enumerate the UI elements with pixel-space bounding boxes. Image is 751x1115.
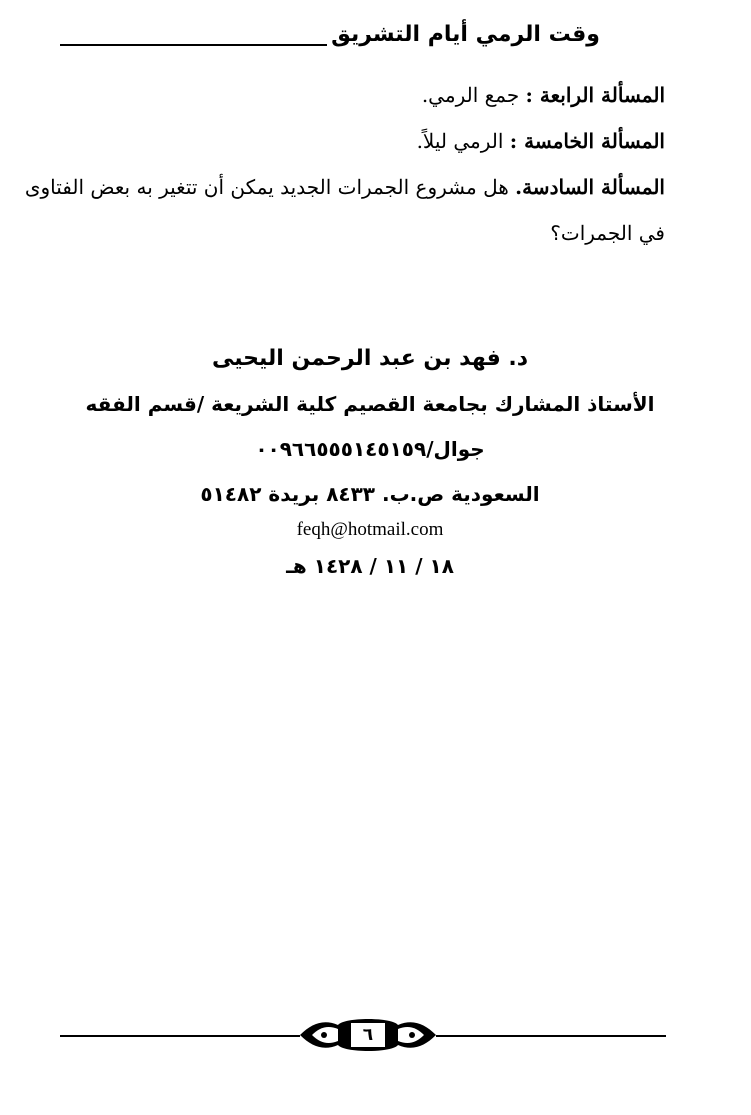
- author-address: السعودية ص.ب. ٨٤٣٣ بريدة ٥١٤٨٢: [200, 482, 540, 506]
- question-label: المسألة الخامسة :: [509, 129, 665, 153]
- footer-rule-right: [436, 1035, 666, 1037]
- question-4: [65, 72, 665, 118]
- question-label: المسألة الرابعة :: [525, 83, 665, 107]
- question-5: [65, 118, 665, 164]
- document-date: ١٨ / ١١ / ١٤٢٨ هـ: [286, 554, 454, 578]
- author-name: د. فهد بن عبد الرحمن اليحيى: [211, 346, 529, 371]
- question-label: المسألة السادسة.: [515, 175, 665, 199]
- page-number: ٦: [362, 1025, 374, 1045]
- question-6: [24, 164, 665, 210]
- running-header: [60, 20, 666, 60]
- footer-rule-left: [60, 1035, 300, 1037]
- question-6-continuation: في الجمرات؟: [550, 221, 665, 245]
- header-rule-right: [60, 44, 120, 46]
- question-text: الرمي ليلاً.: [416, 129, 504, 153]
- signature-block: [60, 336, 680, 588]
- author-title: الأستاذ المشارك بجامعة القصيم كلية الشريعة /قسم الفقه: [85, 392, 655, 416]
- page-footer: [60, 1010, 666, 1060]
- author-email: feqh@hotmail.com: [296, 519, 444, 540]
- question-text: جمع الرمي.: [421, 83, 520, 107]
- question-text: هل مشروع الجمرات الجديد يمكن أن تتغير به بعض الفتاوى: [24, 175, 509, 199]
- header-title: وقت الرمي أيام التشريق: [327, 22, 604, 47]
- questions-list: [24, 72, 665, 256]
- author-phone: جوال/٠٠٩٦٦٥٥٥١٤٥١٥٩: [255, 437, 485, 461]
